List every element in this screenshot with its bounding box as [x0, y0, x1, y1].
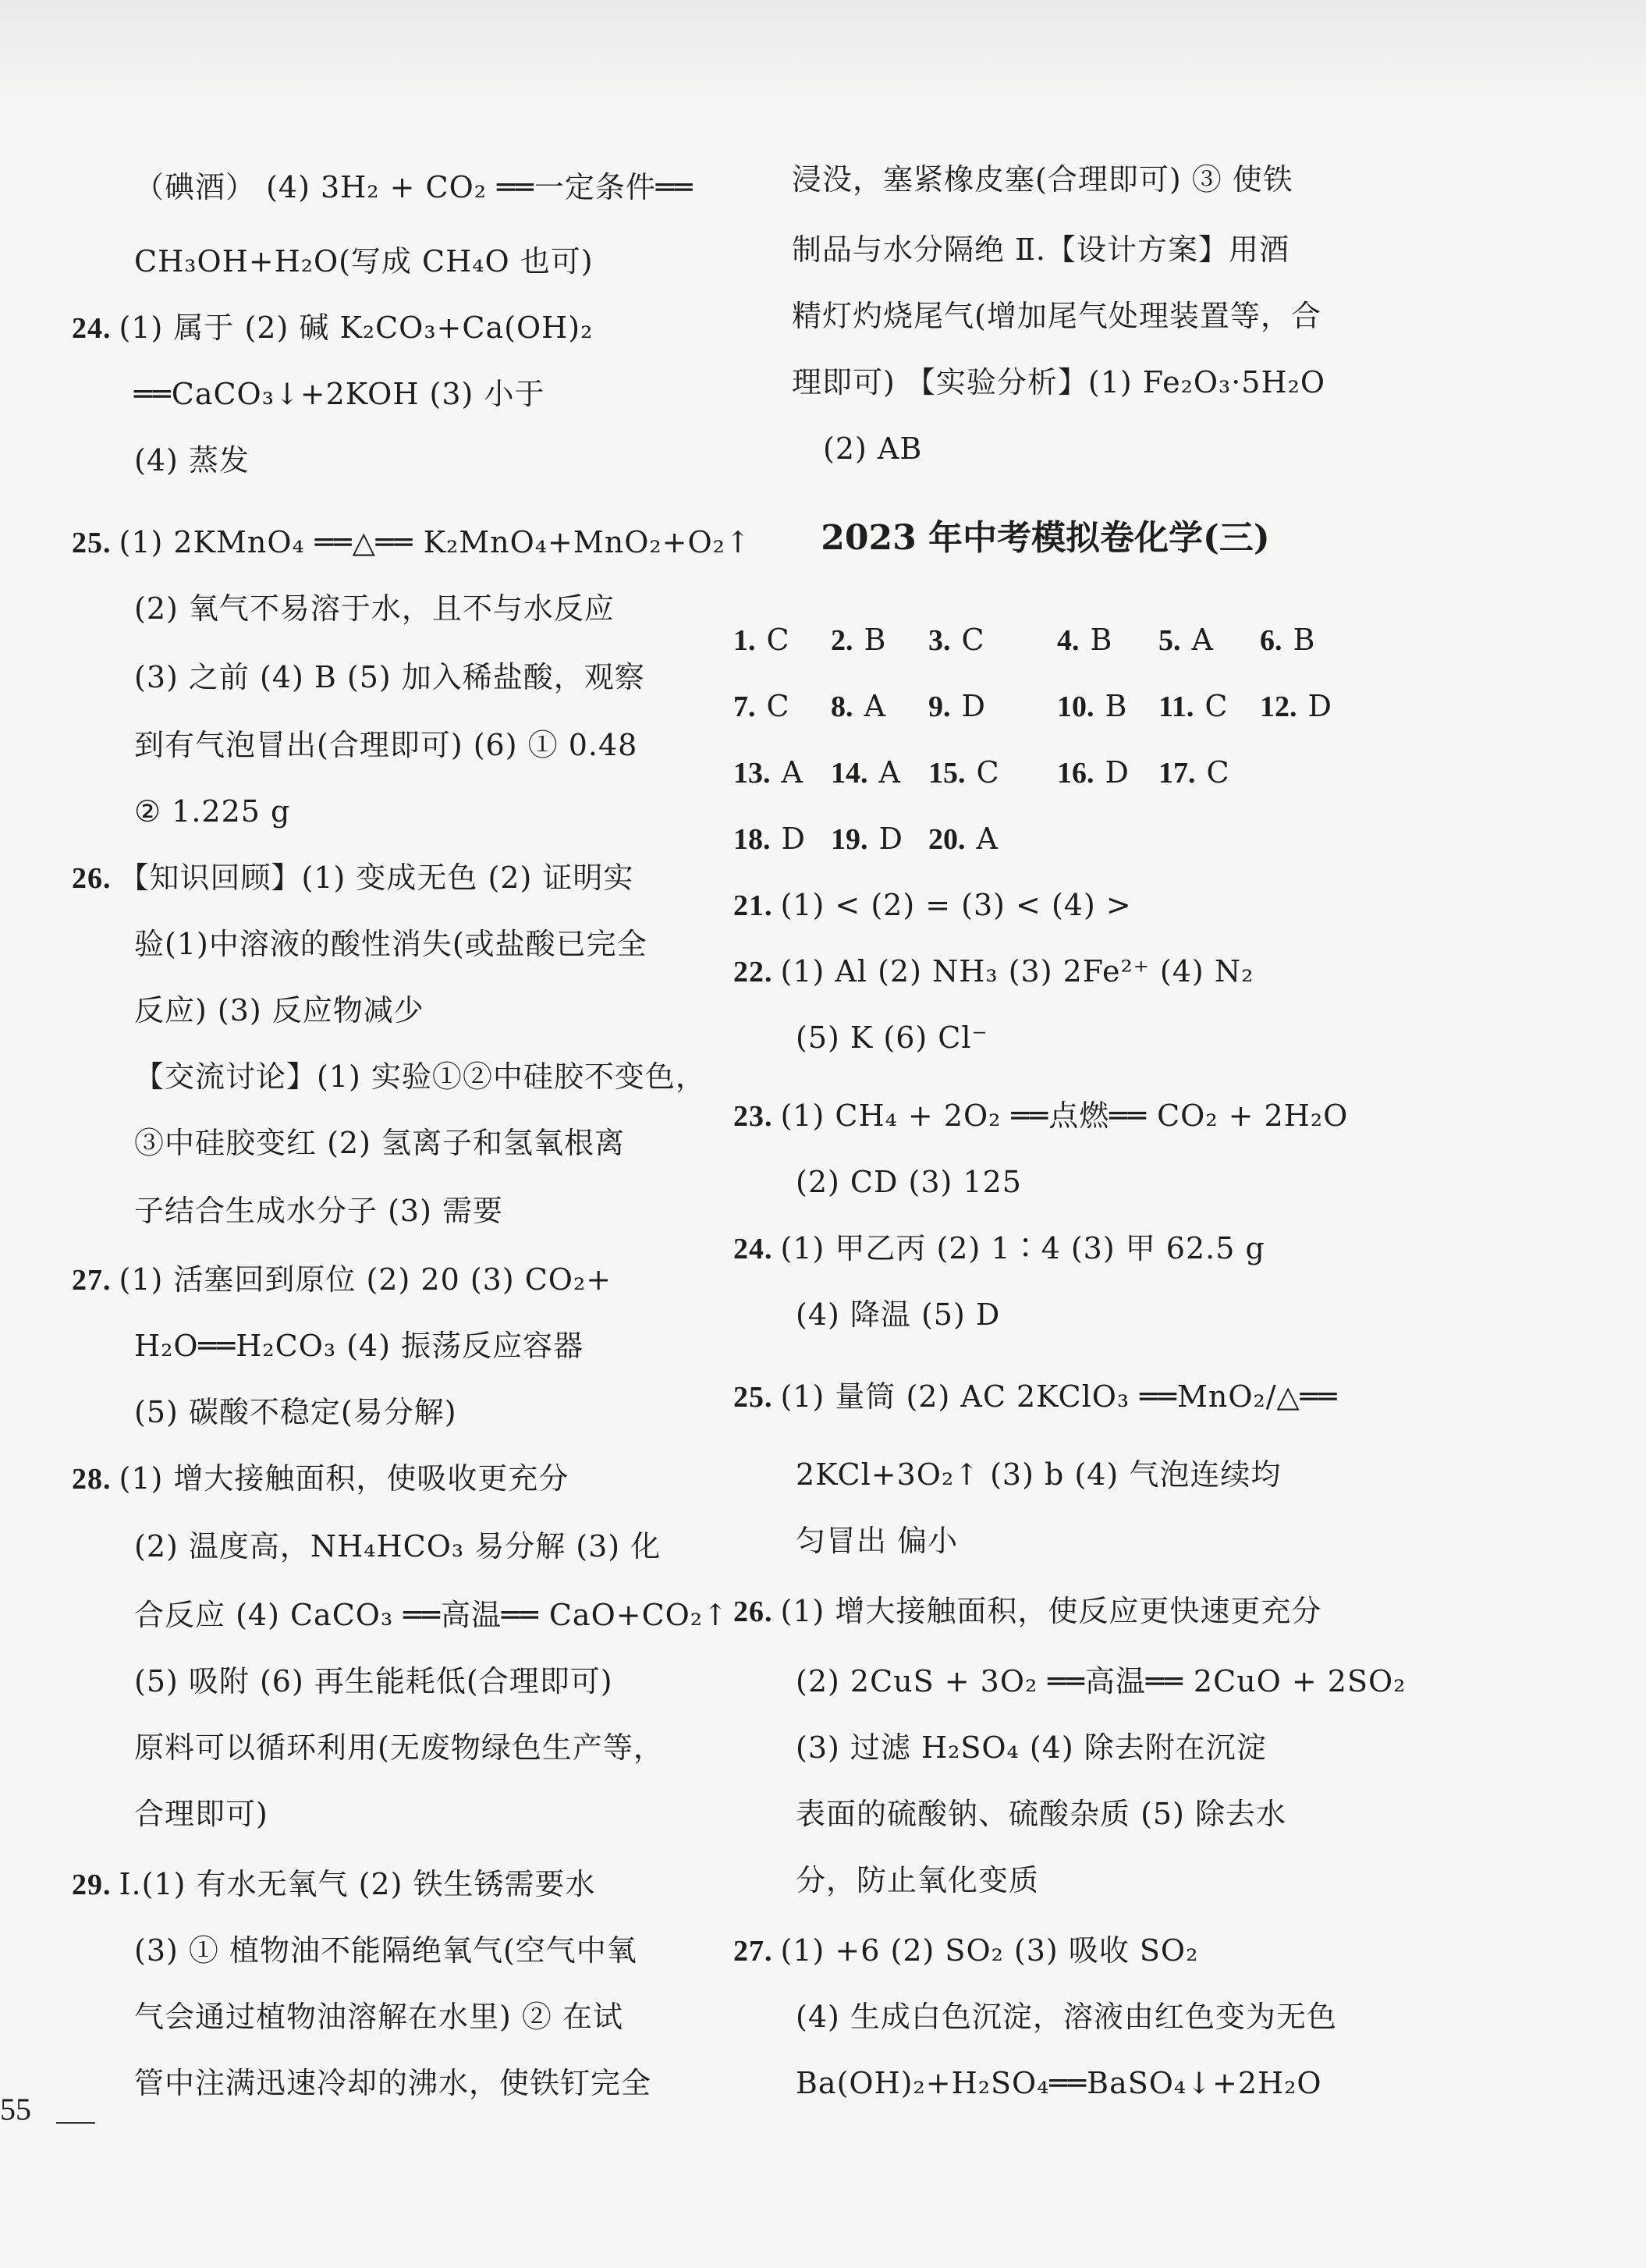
answer-text: (1) CH₄ + 2O₂ ══点燃══ CO₂ + 2H₂O — [780, 1099, 1349, 1133]
answer-line — [796, 2060, 1322, 2107]
mc-number: 5. — [1158, 624, 1181, 657]
mc-number: 3. — [928, 624, 951, 657]
mc-answer — [831, 616, 885, 664]
answer-line: (2) AB — [823, 431, 923, 466]
answer-text: 分，防止氧化变质 — [796, 1863, 1040, 1897]
answer-text: (2) 2CuS + 3O₂ ══高温══ 2CuO + 2SO₂ — [796, 1664, 1407, 1698]
mc-answer — [831, 683, 885, 730]
mc-number: 11. — [1158, 690, 1194, 723]
answer-text: ══CaCO₃↓+2KOH (3) 小于 — [134, 377, 545, 411]
answer-text: H₂O══H₂CO₃ (4) 振荡反应容器 — [134, 1329, 584, 1363]
mc-choice: B — [1293, 623, 1315, 657]
answer-text: 匀冒出 偏小 — [796, 1524, 959, 1558]
question-number: 26. — [733, 1595, 773, 1628]
answer-line: 浸没，塞紧橡皮塞(合理即可) ③ 使铁 — [792, 162, 1293, 197]
answer-line — [796, 1658, 1406, 1705]
mc-answer — [928, 749, 999, 797]
mc-answer — [928, 683, 985, 730]
mc-answer — [928, 815, 998, 863]
question-number: 27. — [72, 1264, 112, 1297]
answer-text: 合理即可) — [134, 1797, 268, 1831]
section-title: 2023 年中考模拟卷化学(三) — [821, 518, 1270, 558]
answer-line — [134, 1523, 661, 1570]
question-number: 24. — [733, 1233, 773, 1265]
answer-text: (2) 氧气不易溶于水，且不与水反应 — [134, 591, 615, 626]
answer-text: (1) 2KMnO₄ ══△══ K₂MnO₄+MnO₂+O₂↑ — [119, 525, 751, 559]
answer-line — [134, 1053, 706, 1100]
answer-line — [796, 1517, 958, 1564]
answer-text: (2) CD (3) 125 — [796, 1165, 1022, 1199]
answer-text: (1) 增大接触面积，使反应更快速更充分 — [780, 1594, 1322, 1628]
mc-number: 20. — [928, 823, 966, 856]
mc-answer — [1260, 616, 1314, 664]
answer-line — [796, 1451, 1281, 1498]
mc-answer — [733, 815, 805, 863]
answer-text: 气会通过植物油溶解在水里) ② 在试 — [134, 2000, 623, 2034]
answer-text: (5) K (6) Cl⁻ — [796, 1020, 988, 1055]
answer-text: 原料可以循环利用(无废物绿色生产等， — [134, 1730, 664, 1765]
answer-text: (1) 属于 (2) 碱 K₂CO₃+Ca(OH)₂ — [119, 311, 594, 345]
mc-answer — [831, 749, 900, 797]
answer-line — [733, 1092, 1348, 1139]
answer-text: (5) 碳酸不稳定(易分解) — [134, 1395, 457, 1429]
answer-line — [134, 654, 645, 701]
mc-choice: D — [1307, 689, 1332, 723]
answer-text: ③中硅胶变红 (2) 氢离子和氢氧根离 — [134, 1126, 625, 1160]
answer-line: 理即可) 【实验分析】(1) Fe₂O₃·5H₂O — [792, 365, 1325, 399]
mc-number: 12. — [1260, 690, 1297, 723]
mc-number: 6. — [1260, 624, 1282, 657]
mc-answer — [1158, 683, 1227, 730]
mc-choice: B — [1090, 623, 1112, 657]
mc-choice: C — [766, 623, 789, 657]
answer-text: (1) 甲乙丙 (2) 1∶4 (3) 甲 62.5 g — [780, 1231, 1265, 1265]
mc-answer — [1260, 683, 1332, 730]
mc-choice: D — [961, 689, 985, 723]
mc-choice: B — [864, 623, 886, 657]
mc-number: 10. — [1057, 690, 1094, 723]
answer-text: 【交流讨论】(1) 实验①②中硅胶不变色， — [134, 1059, 706, 1094]
question-number: 23. — [733, 1100, 773, 1133]
answer-text: 到有气泡冒出(合理即可) (6) ① 0.48 — [134, 728, 638, 762]
mc-number: 8. — [831, 690, 853, 723]
mc-number: 17. — [1158, 757, 1196, 790]
mc-number: 1. — [733, 624, 756, 657]
question-number: 22. — [733, 956, 773, 988]
answer-line — [796, 1724, 1267, 1771]
answer-line — [796, 1857, 1039, 1904]
answer-line — [134, 1187, 503, 1234]
question-number: 26. — [72, 862, 112, 895]
answer-line — [134, 1927, 637, 1974]
page-shadow — [0, 0, 1646, 117]
mc-choice: D — [878, 822, 903, 856]
answer-line — [733, 882, 1132, 928]
answer-line — [134, 437, 250, 484]
answer-line — [796, 1159, 1022, 1205]
mc-choice: A — [976, 822, 998, 856]
answer-line — [72, 519, 751, 566]
page-number: 55 — [0, 2092, 31, 2127]
answer-line — [72, 304, 593, 351]
answer-text: ② 1.225 g — [134, 794, 291, 829]
answer-text: (1) 活塞回到原位 (2) 20 (3) CO₂+ — [119, 1262, 612, 1297]
answer-line — [134, 987, 424, 1034]
mc-choice: C — [1206, 755, 1229, 790]
answer-line — [796, 1291, 1000, 1338]
answer-line — [72, 1256, 612, 1303]
mc-answer — [1158, 749, 1229, 797]
mc-answer — [928, 616, 984, 664]
question-number: 25. — [72, 527, 112, 559]
answer-line — [796, 1791, 1286, 1837]
answer-text: (3) 过滤 H₂SO₄ (4) 除去附在沉淀 — [796, 1730, 1267, 1765]
answer-text: Ⅰ.(1) 有水无氧气 (2) 铁生锈需要水 — [119, 1867, 596, 1901]
mc-number: 18. — [733, 823, 771, 856]
question-number: 21. — [733, 889, 773, 922]
mc-number: 16. — [1057, 757, 1094, 790]
answer-line — [72, 1861, 595, 1908]
mc-answer — [1057, 683, 1126, 730]
answer-line — [733, 1373, 1338, 1420]
answer-text: (1) +6 (2) SO₂ (3) 吸收 SO₂ — [780, 1933, 1199, 1968]
answer-text: (1) < (2) = (3) < (4) > — [780, 888, 1132, 922]
mc-number: 19. — [831, 823, 868, 856]
page-number-rule — [56, 2122, 95, 2124]
answer-line — [733, 1927, 1198, 1974]
answer-text: (1) 量筒 (2) AC 2KClO₃ ══MnO₂/△══ — [780, 1379, 1338, 1414]
mc-choice: A — [781, 755, 803, 790]
mc-choice: D — [781, 822, 805, 856]
answer-text: 验(1)中溶液的酸性消失(或盐酸已完全 — [134, 927, 647, 961]
mc-number: 13. — [733, 757, 771, 790]
question-number: 24. — [72, 312, 112, 345]
answer-line — [134, 585, 615, 632]
answer-line — [72, 854, 633, 901]
answer-line — [134, 1993, 623, 2040]
question-number: 25. — [733, 1381, 773, 1414]
answer-text: (1) 增大接触面积，使吸收更充分 — [119, 1461, 569, 1496]
question-number: 27. — [733, 1935, 773, 1968]
mc-answer — [1158, 616, 1213, 664]
answer-line — [134, 1658, 613, 1705]
answer-line — [134, 921, 647, 967]
answer-text: (2) 温度高，NH₄HCO₃ 易分解 (3) 化 — [134, 1529, 662, 1563]
answer-text: (4) 生成白色沉淀，溶液由红色变为无色 — [796, 2000, 1337, 2034]
mc-number: 9. — [928, 690, 951, 723]
answer-line — [134, 1791, 268, 1837]
answer-line — [134, 1724, 664, 1771]
answer-line — [134, 1120, 625, 1166]
mc-choice: C — [976, 755, 999, 790]
mc-number: 14. — [831, 757, 868, 790]
mc-choice: A — [878, 755, 900, 790]
answer-text: 【知识回顾】(1) 变成无色 (2) 证明实 — [119, 861, 634, 895]
mc-choice: C — [961, 623, 984, 657]
mc-number: 2. — [831, 624, 853, 657]
mc-answer — [1057, 749, 1129, 797]
answer-text: (3) ① 植物油不能隔绝氧气(空气中氧 — [134, 1933, 637, 1968]
mc-choice: B — [1105, 689, 1127, 723]
answer-text: 反应) (3) 反应物减少 — [134, 993, 424, 1028]
answer-line — [733, 948, 1254, 995]
answer-text: (4) 蒸发 — [134, 443, 250, 477]
answer-line — [733, 1588, 1321, 1634]
answer-text: 表面的硫酸钠、硫酸杂质 (5) 除去水 — [796, 1797, 1286, 1831]
answer-line: 制品与水分隔绝 Ⅱ.【设计方案】用酒 — [792, 232, 1289, 267]
mc-answer — [733, 616, 789, 664]
answer-text: （碘酒） (4) 3H₂ + CO₂ ══一定条件══ — [134, 170, 694, 204]
mc-answer — [733, 683, 789, 730]
answer-line: 精灯灼烧尾气(增加尾气处理装置等，合 — [792, 299, 1321, 333]
answer-line — [72, 1455, 569, 1502]
answer-text: (5) 吸附 (6) 再生能耗低(合理即可) — [134, 1664, 613, 1698]
answer-text: Ba(OH)₂+H₂SO₄══BaSO₄↓+2H₂O — [796, 2066, 1322, 2100]
answer-line — [134, 371, 545, 417]
answer-text: 合反应 (4) CaCO₃ ══高温══ CaO+CO₂↑ — [134, 1598, 729, 1632]
mc-number: 7. — [733, 690, 756, 723]
mc-answer — [733, 749, 803, 797]
question-number: 29. — [72, 1869, 112, 1901]
answer-text: CH₃OH+H₂O(写成 CH₄O 也可) — [134, 244, 594, 279]
answer-line — [796, 1993, 1337, 2040]
mc-choice: C — [766, 689, 789, 723]
answer-text: 2KCl+3O₂↑ (3) b (4) 气泡连续均 — [796, 1457, 1282, 1492]
mc-choice: A — [1191, 623, 1213, 657]
answer-text: (3) 之前 (4) B (5) 加入稀盐酸，观察 — [134, 660, 645, 694]
answer-line — [134, 1592, 729, 1638]
mc-choice: C — [1204, 689, 1228, 723]
answer-line — [134, 1322, 584, 1369]
answer-line — [796, 1014, 988, 1061]
mc-choice: D — [1105, 755, 1129, 790]
answer-line — [134, 722, 637, 768]
mc-choice: A — [864, 689, 885, 723]
answer-line — [134, 1389, 457, 1436]
answer-text: (4) 降温 (5) D — [796, 1297, 1001, 1332]
answer-line — [134, 2060, 651, 2107]
answer-text: 管中注满迅速冷却的沸水，使铁钉完全 — [134, 2066, 652, 2100]
question-number: 28. — [72, 1463, 112, 1496]
mc-answer — [1057, 616, 1112, 664]
answer-line — [733, 1225, 1265, 1272]
answer-text: (1) Al (2) NH₃ (3) 2Fe²⁺ (4) N₂ — [780, 954, 1254, 988]
answer-line — [134, 238, 594, 285]
mc-answer — [831, 815, 903, 863]
answer-text: 子结合生成水分子 (3) 需要 — [134, 1194, 503, 1228]
mc-number: 15. — [928, 757, 966, 790]
answer-line — [134, 788, 290, 835]
answer-line — [134, 164, 694, 211]
mc-number: 4. — [1057, 624, 1080, 657]
